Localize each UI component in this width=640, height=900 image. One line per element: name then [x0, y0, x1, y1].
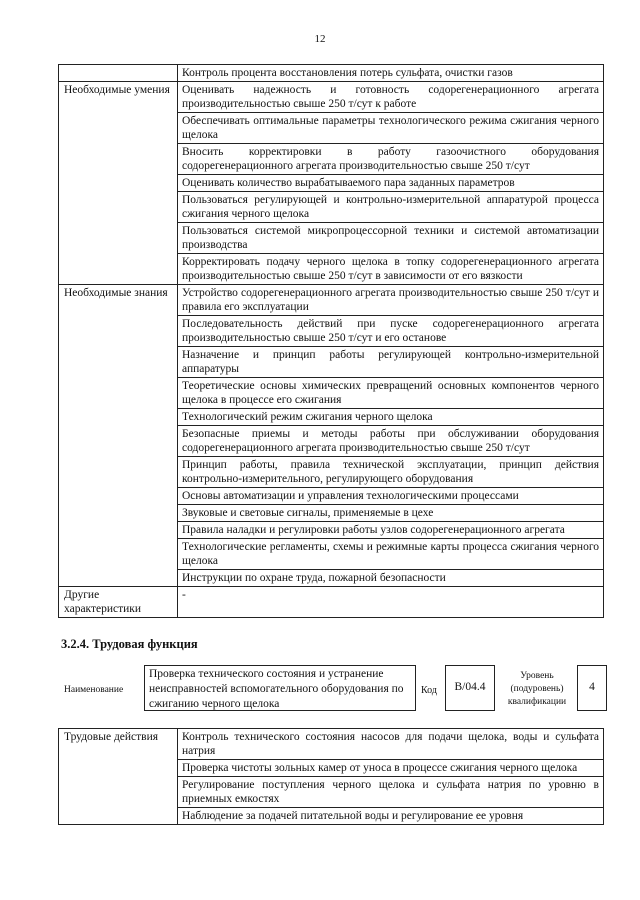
code-label: Код — [421, 685, 437, 696]
table-cell: Инструкции по охране труда, пожарной безопасности — [178, 570, 604, 587]
table-cell: Проверка чистоты зольных камер от уноса в процессе сжигания черного щелока — [178, 760, 604, 777]
table-cell: Технологический режим сжигания черного щелока — [178, 409, 604, 426]
table-cell: Контроль процента восстановления потерь сульфата, очистки газов — [178, 65, 604, 82]
table-cell: Устройство содорегенерационного агрегата производительностью свыше 250 т/сут и правила его эксплуатации — [178, 285, 604, 316]
table-cell: Пользоваться регулирующей и контрольно-измерительной аппаратурой процесса сжигания черного щелока — [178, 192, 604, 223]
row-group-label: Трудовые действия — [59, 729, 178, 825]
table-cell: Основы автоматизации и управления технологическими процессами — [178, 488, 604, 505]
row-group-label — [59, 65, 178, 82]
function-code: В/04.4 — [445, 665, 495, 711]
table-row — [59, 285, 604, 316]
table-cell: Последовательность действий при пуске содорегенерационного агрегата производительностью свыше 250 т/сут и его останове — [178, 316, 604, 347]
table-cell: Контроль технического состояния насосов для подачи щелока, воды и сульфата натрия — [178, 729, 604, 760]
function-name: Проверка технического состояния и устранение неисправностей вспомогательного оборудования по сжиганию черного щелока — [144, 665, 416, 711]
row-group-label: Другие характеристики — [59, 587, 178, 618]
table-cell: Принцип работы, правила технической эксплуатации, принцип действия контрольно-измерительного, регулирующего оборудования — [178, 457, 604, 488]
table-cell: Пользоваться системой микропроцессорной техники и системой автоматизации производства — [178, 223, 604, 254]
table-cell: Оценивать надежность и готовность содорегенерационного агрегата производительностью свыше 250 т/сут к работе — [178, 82, 604, 113]
table-cell: Технологические регламенты, схемы и режимные карты процесса сжигания черного щелока — [178, 539, 604, 570]
table-row — [59, 587, 604, 618]
qualification-level: 4 — [577, 665, 607, 711]
table-cell: Правила наладки и регулировки работы узлов содорегенерационного агрегата — [178, 522, 604, 539]
table-cell: - — [178, 587, 604, 618]
table-cell: Назначение и принцип работы регулирующей контрольно-измерительной аппаратуры — [178, 347, 604, 378]
table-cell: Обеспечивать оптимальные параметры технологического режима сжигания черного щелока — [178, 113, 604, 144]
table-cell: Регулирование поступления черного щелока и сульфата натрия по уровню в приемных емкостях — [178, 777, 604, 808]
row-group-label: Необходимые знания — [59, 285, 178, 587]
table-cell: Теоретические основы химических превращений основных компонентов черного щелока в процессе его сжигания — [178, 378, 604, 409]
table-cell: Вносить корректировки в работу газоочистного оборудования содорегенерационного агрегата производительностью свыше 250 т/сут — [178, 144, 604, 175]
row-group-label: Необходимые умения — [59, 82, 178, 285]
labor-function-header — [64, 665, 608, 715]
skills-table — [58, 64, 604, 618]
table-row — [59, 65, 604, 82]
labor-actions-table — [58, 728, 604, 825]
table-cell: Корректировать подачу черного щелока в топку содорегенерационного агрегата производительностью свыше 250 т/сут в зависимости от его вязкости — [178, 254, 604, 285]
name-label: Наименование — [64, 685, 124, 695]
table-cell: Оценивать количество вырабатываемого пара заданных параметров — [178, 175, 604, 192]
table-row — [59, 729, 604, 760]
table-row — [59, 82, 604, 113]
table-cell: Наблюдение за подачей питательной воды и регулирование ее уровня — [178, 808, 604, 825]
table-cell: Звуковые и световые сигналы, применяемые в цехе — [178, 505, 604, 522]
level-label: Уровень (подуровень) квалификации — [507, 671, 567, 707]
section-title: 3.2.4. Трудовая функция — [61, 637, 198, 651]
table-cell: Безопасные приемы и методы работы при обслуживании оборудования содорегенерационного агрегата производительностью свыше 250 т/сут — [178, 426, 604, 457]
page-number: 12 — [314, 33, 326, 45]
